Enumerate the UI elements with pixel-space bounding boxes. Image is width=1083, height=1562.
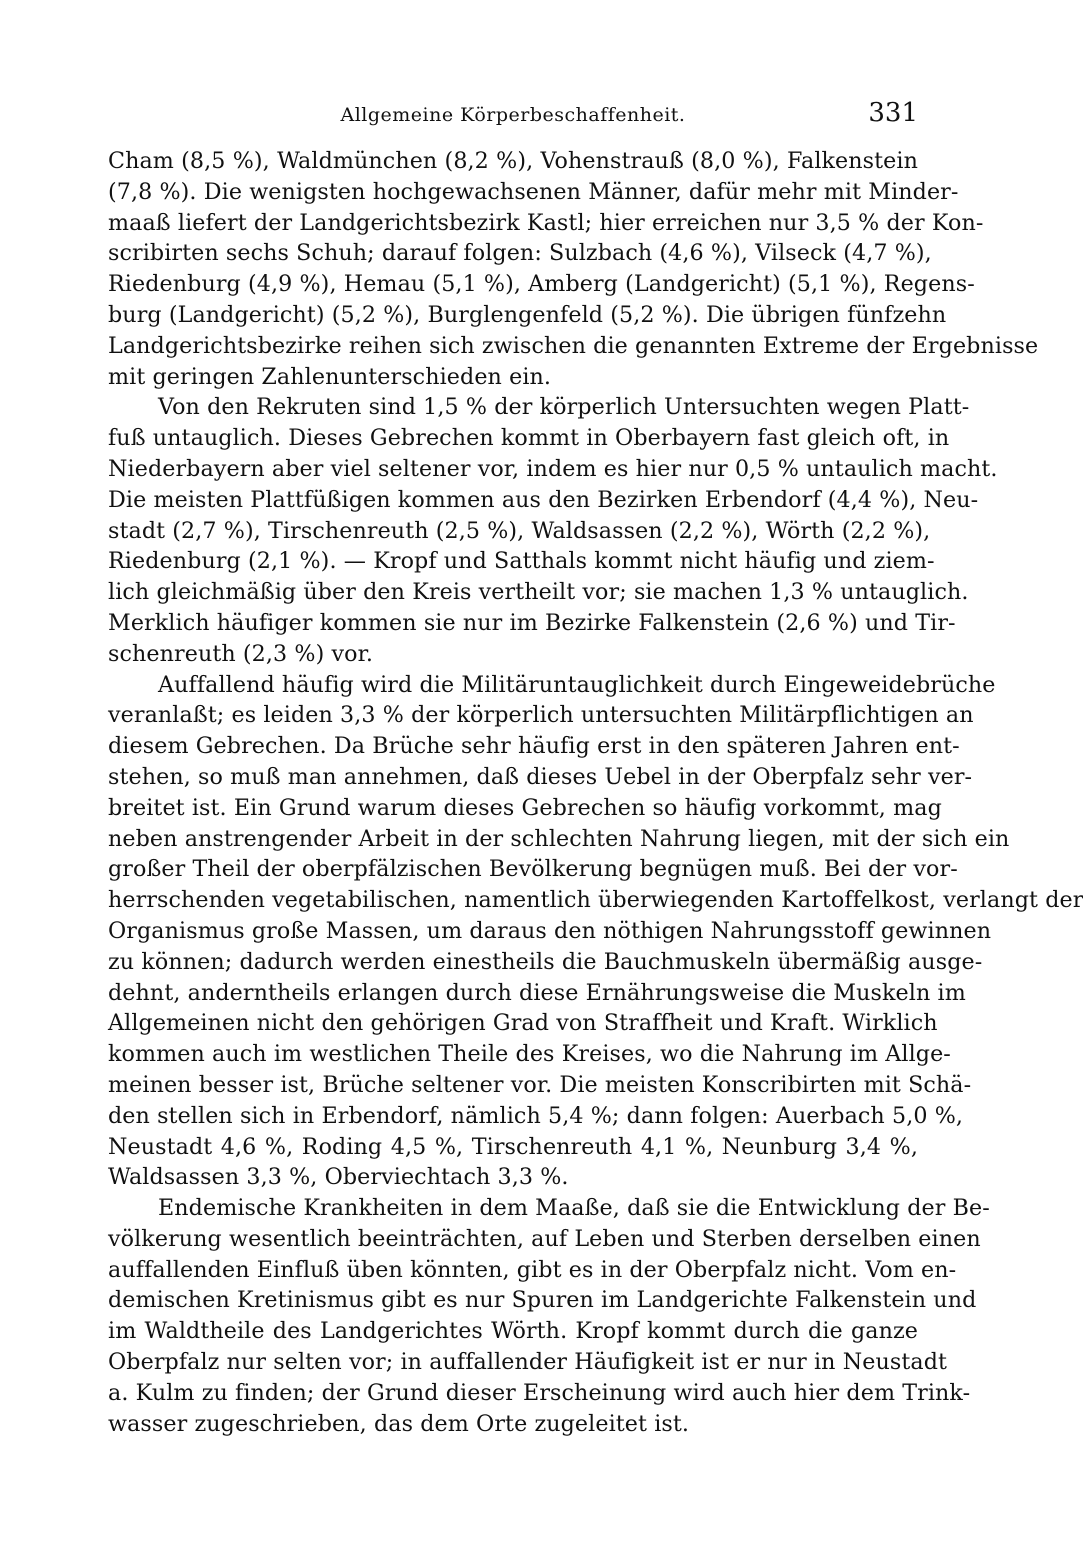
text-line: schenreuth (2,3 %) vor. xyxy=(108,640,374,667)
text-line: (7,8 %). Die wenigsten hochgewachsenen Männer, dafür mehr mit Minder- xyxy=(108,178,959,205)
page-number: 331 xyxy=(868,98,918,128)
text-line: stehen, so muß man annehmen, daß dieses Uebel in der Oberpfalz sehr ver- xyxy=(108,763,973,790)
text-line: lich gleichmäßig über den Kreis vertheilt vor; sie machen 1,3 % untauglich. xyxy=(108,579,969,606)
text-line: Niederbayern aber viel seltener vor, indem es hier nur 0,5 % untaulich macht. xyxy=(108,455,998,482)
text-line: völkerung wesentlich beeinträchten, auf Leben und Sterben derselben einen xyxy=(108,1225,981,1252)
text-line: Endemische Krankheiten in dem Maaße, daß sie die Entwicklung der Be- xyxy=(158,1195,990,1222)
text-line: Oberpfalz nur selten vor; in auffallender Häufigkeit ist er nur in Neustadt xyxy=(108,1349,948,1376)
text-line: breitet ist. Ein Grund warum dieses Gebrechen so häufig vorkommt, mag xyxy=(108,794,942,821)
paragraph xyxy=(108,146,1039,392)
text-line: den stellen sich in Erbendorf, nämlich 5,4 %; dann folgen: Auerbach 5,0 %, xyxy=(108,1102,964,1129)
paragraph xyxy=(108,392,998,669)
paragraph xyxy=(108,1193,990,1439)
body-text xyxy=(108,146,1083,1439)
text-line: veranlaßt; es leiden 3,3 % der körperlich untersuchten Militärpflichtigen an xyxy=(108,702,974,729)
text-line: maaß liefert der Landgerichtsbezirk Kastl; hier erreichen nur 3,5 % der Kon- xyxy=(108,209,984,236)
text-line: großer Theil der oberpfälzischen Bevölkerung begnügen muß. Bei der vor- xyxy=(108,856,958,883)
text-line: Die meisten Plattfüßigen kommen aus den Bezirken Erbendorf (4,4 %), Neu- xyxy=(108,486,979,513)
text-line: neben anstrengender Arbeit in der schlechten Nahrung liegen, mit der sich ein xyxy=(108,825,1010,852)
text-line: mit geringen Zahlenunterschieden ein. xyxy=(108,363,552,390)
text-line: stadt (2,7 %), Tirschenreuth (2,5 %), Waldsassen (2,2 %), Wörth (2,2 %), xyxy=(108,517,931,544)
paragraph xyxy=(108,670,1083,1194)
text-line: Waldsassen 3,3 %, Oberviechtach 3,3 %. xyxy=(108,1164,569,1191)
text-line: Cham (8,5 %), Waldmünchen (8,2 %), Vohenstrauß (8,0 %), Falkenstein xyxy=(108,148,918,174)
text-line: Riedenburg (2,1 %). — Kropf und Satthals kommt nicht häufig und ziem- xyxy=(108,548,935,575)
text-line: fuß untauglich. Dieses Gebrechen kommt in Oberbayern fast gleich oft, in xyxy=(108,425,950,452)
text-line: Von den Rekruten sind 1,5 % der körperlich Untersuchten wegen Platt- xyxy=(158,394,970,421)
text-line: Organismus große Massen, um daraus den nöthigen Nahrungsstoff gewinnen xyxy=(108,917,992,944)
text-line: a. Kulm zu finden; der Grund dieser Erscheinung wird auch hier dem Trink- xyxy=(108,1379,971,1406)
page-header xyxy=(108,96,918,136)
text-line: burg (Landgericht) (5,2 %), Burglengenfeld (5,2 %). Die übrigen fünfzehn xyxy=(108,301,947,328)
text-line: Riedenburg (4,9 %), Hemau (5,1 %), Amberg (Landgericht) (5,1 %), Regens- xyxy=(108,271,975,298)
text-line: meinen besser ist, Brüche seltener vor. Die meisten Konscribirten mit Schä- xyxy=(108,1071,972,1098)
text-line: herrschenden vegetabilischen, namentlich überwiegenden Kartoffelkost, verlangt der xyxy=(108,887,1083,914)
text-line: scribirten sechs Schuh; darauf folgen: Sulzbach (4,6 %), Vilseck (4,7 %), xyxy=(108,240,932,267)
text-line: Auffallend häufig wird die Militäruntauglichkeit durch Eingeweidebrüche xyxy=(158,671,996,698)
text-line: auffallenden Einfluß üben könnten, gibt es in der Oberpfalz nicht. Vom en- xyxy=(108,1256,957,1283)
text-line: diesem Gebrechen. Da Brüche sehr häufig erst in den späteren Jahren ent- xyxy=(108,733,960,760)
text-line: wasser zugeschrieben, das dem Orte zugeleitet ist. xyxy=(108,1410,690,1437)
text-line: Merklich häufiger kommen sie nur im Bezirke Falkenstein (2,6 %) und Tir- xyxy=(108,609,956,636)
text-line: dehnt, anderntheils erlangen durch diese Ernährungsweise die Muskeln im xyxy=(108,979,966,1006)
text-line: demischen Kretinismus gibt es nur Spuren im Landgerichte Falkenstein und xyxy=(108,1287,977,1314)
text-line: kommen auch im westlichen Theile des Kreises, wo die Nahrung im Allge- xyxy=(108,1041,951,1068)
text-line: zu können; dadurch werden einestheils die Bauchmuskeln übermäßig ausge- xyxy=(108,948,983,975)
text-line: Allgemeinen nicht den gehörigen Grad von Straffheit und Kraft. Wirklich xyxy=(108,1010,938,1037)
running-head: Allgemeine Körperbeschaffenheit. xyxy=(340,104,686,126)
text-line: Neustadt 4,6 %, Roding 4,5 %, Tirschenreuth 4,1 %, Neunburg 3,4 %, xyxy=(108,1133,918,1160)
text-line: im Waldtheile des Landgerichtes Wörth. Kropf kommt durch die ganze xyxy=(108,1318,918,1345)
text-line: Landgerichtsbezirke reihen sich zwischen die genannten Extreme der Ergebnisse xyxy=(108,332,1039,359)
